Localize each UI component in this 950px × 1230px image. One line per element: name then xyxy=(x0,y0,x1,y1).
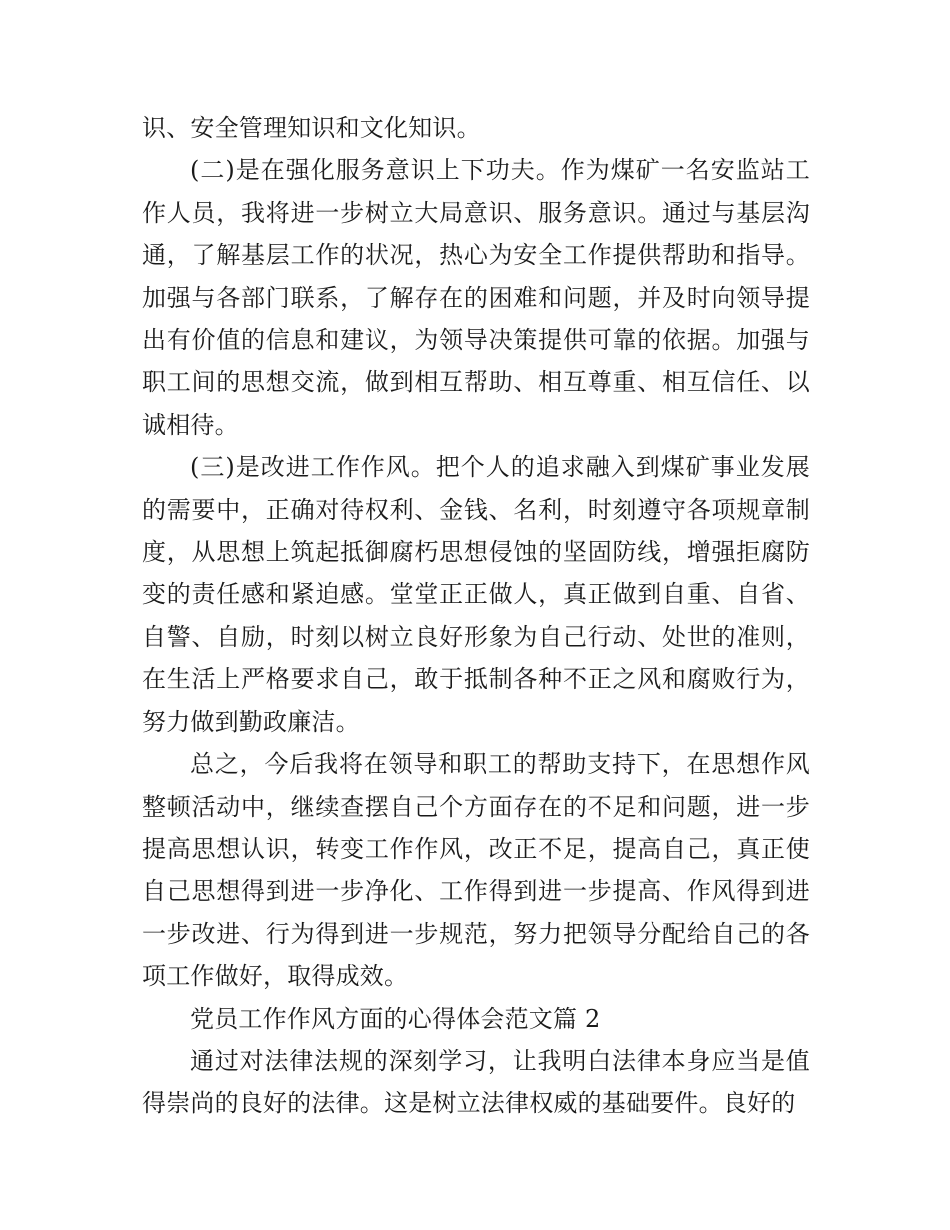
paragraph-service-awareness: (二)是在强化服务意识上下功夫。作为煤矿一名安监站工作人员，我将进一步树立大局意识、服务意识。通过与基层沟通，了解基层工作的状况，热心为安全工作提供帮助和指导。加强与各部门联系，了解存在的困难和问题，并及时向领导提出有价值的信息和建议，为领导决策提供可靠的依据。加强与职工间的思想交流，做到相互帮助、相互尊重、相互信任、以诚相待。 xyxy=(142,156,810,439)
section-heading: 党员工作作风方面的心得体会范文篇 2 xyxy=(190,1004,601,1033)
paragraph-work-style: (三)是改进工作作风。把个人的追求融入到煤矿事业发展的需要中，正确对待权利、金钱、名利，时刻遵守各项规章制度，从思想上筑起抵御腐朽思想侵蚀的坚固防线，增强拒腐防变的责任感和紧迫感。堂堂正正做人，真正做到自重、自省、自警、自励，时刻以树立良好形象为自己行动、处世的准则，在生活上严格要求自己，敢于抵制各种不正之风和腐败行为，努力做到勤政廉洁。 xyxy=(142,453,810,736)
paragraph-law-study: 通过对法律法规的深刻学习，让我明白法律本身应当是值得崇尚的良好的法律。这是树立法律权威的基础要件。良好的 xyxy=(142,1046,810,1118)
paragraph-conclusion: 总之，今后我将在领导和职工的帮助支持下，在思想作风整顿活动中，继续查摆自己个方面存在的不足和问题，进一步提高思想认识，转变工作作风，改正不足，提高自己，真正使自己思想得到进一步净化、工作得到进一步提高、作风得到进一步改进、行为得到进一步规范，努力把领导分配给自己的各项工作做好，取得成效。 xyxy=(142,750,810,991)
paragraph-continuation: 识、安全管理知识和文化知识。 xyxy=(142,114,481,142)
document-body xyxy=(142,107,810,1125)
